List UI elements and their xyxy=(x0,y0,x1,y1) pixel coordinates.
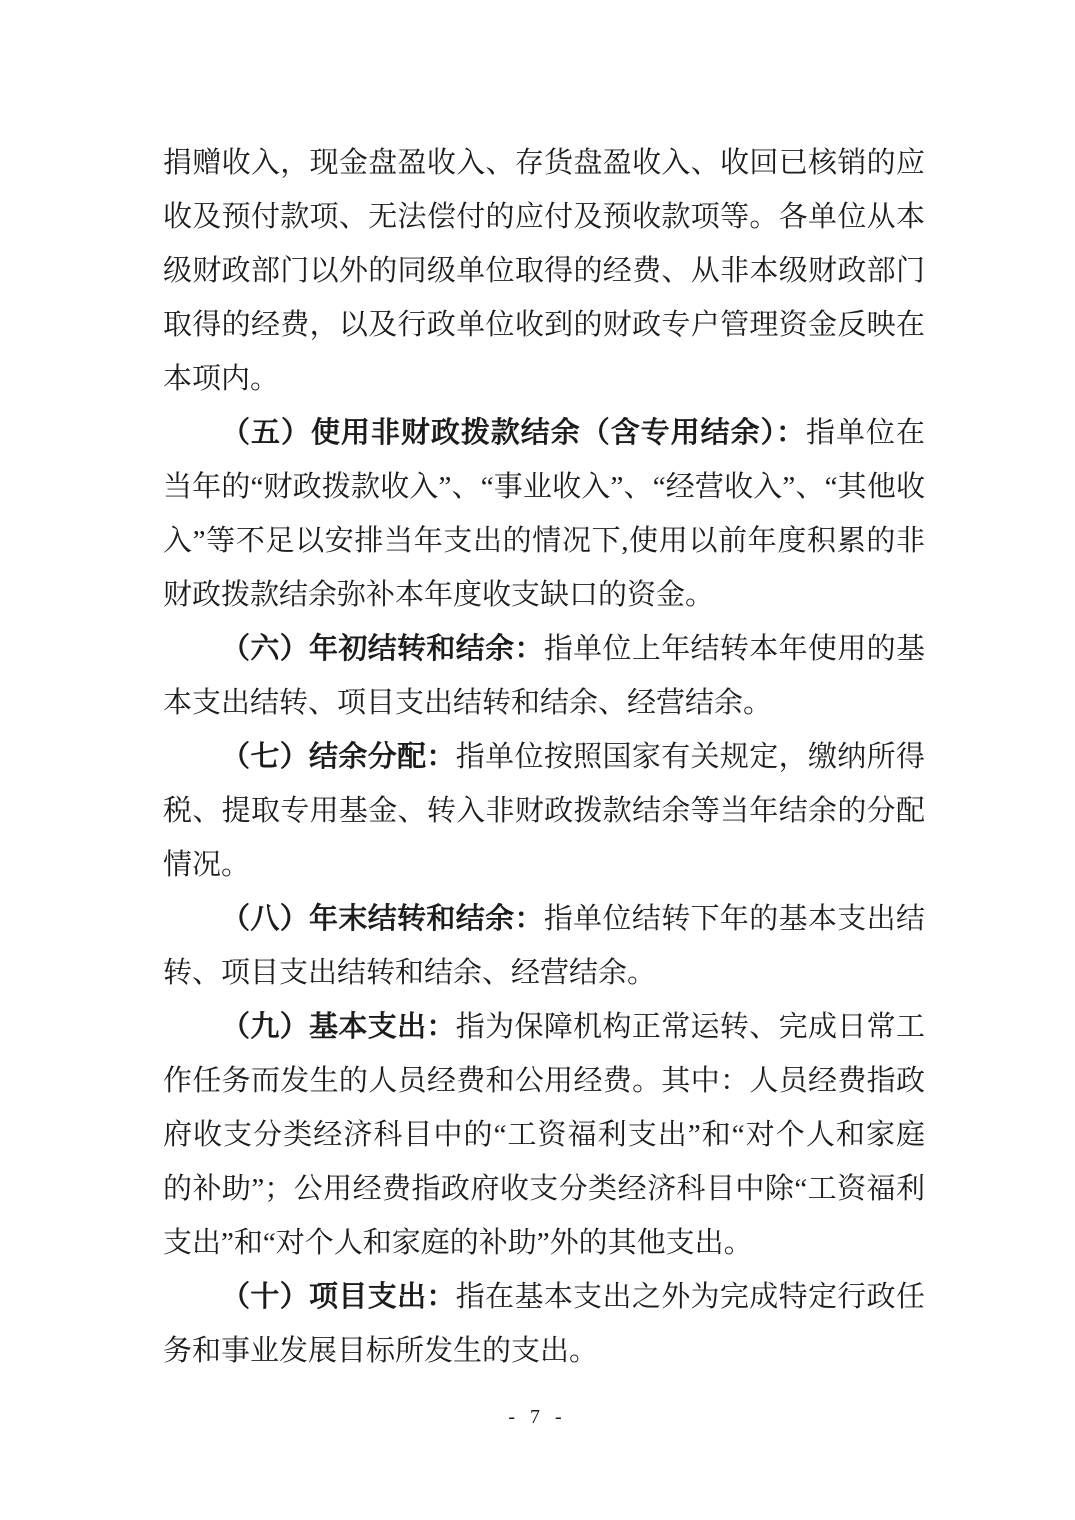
text-line xyxy=(163,1216,925,1270)
line-text: 级财政部门以外的同级单位取得的经费、从非本级财政部门 xyxy=(163,255,925,287)
line-text: 取得的经费，以及行政单位收到的财政专户管理资金反映在 xyxy=(163,309,925,341)
line-text: 税、提取专用基金、转入非财政拨款结余等当年结余的分配 xyxy=(163,795,925,827)
line-text: 转、项目支出结转和结余、经营结余。 xyxy=(163,957,657,989)
text-line xyxy=(163,568,925,622)
line-text: 本支出结转、项目支出结转和结余、经营结余。 xyxy=(163,687,773,719)
paragraph-item-7 xyxy=(163,730,925,892)
line-text: 本项内。 xyxy=(163,363,280,395)
line-text: 财政拨款结余弥补本年度收支缺口的资金。 xyxy=(163,579,715,611)
text-line xyxy=(163,1324,925,1378)
text-line xyxy=(163,352,925,406)
text-line xyxy=(163,244,925,298)
line-text: 指在基本支出之外为完成特定行政任 xyxy=(455,1281,925,1313)
line-text: 指单位结转下年的基本支出结 xyxy=(543,903,925,935)
line-text: 的补助”；公用经费指政府收支分类经济科目中除“工资福利 xyxy=(163,1173,925,1205)
line-text: 指单位按照国家有关规定，缴纳所得 xyxy=(455,741,925,773)
line-text: 支出”和“对个人和家庭的补助”外的其他支出。 xyxy=(163,1227,753,1259)
line-bold-text: （六）年初结转和结余： xyxy=(221,633,544,665)
text-line xyxy=(163,1000,925,1054)
text-line xyxy=(163,838,925,892)
text-line xyxy=(163,406,925,460)
text-line xyxy=(163,730,925,784)
text-line xyxy=(163,1108,925,1162)
line-text: 收及预付款项、无法偿付的应付及预收款项等。各单位从本 xyxy=(163,201,925,233)
text-line xyxy=(163,136,925,190)
text-line xyxy=(163,784,925,838)
paragraph-item-10 xyxy=(163,1270,925,1378)
line-bold-text: （九）基本支出： xyxy=(221,1011,456,1043)
text-line xyxy=(163,946,925,1000)
line-text: 指为保障机构正常运转、完成日常工 xyxy=(455,1011,925,1043)
paragraph-item-5 xyxy=(163,406,925,622)
text-line xyxy=(163,676,925,730)
text-line xyxy=(163,1162,925,1216)
text-line xyxy=(163,622,925,676)
line-text: 务和事业发展目标所发生的支出。 xyxy=(163,1335,599,1367)
paragraph-item-9 xyxy=(163,1000,925,1270)
text-line xyxy=(163,1270,925,1324)
text-line xyxy=(163,460,925,514)
text-line xyxy=(163,514,925,568)
text-line xyxy=(163,892,925,946)
paragraph-item-8 xyxy=(163,892,925,1000)
line-bold-text: （十）项目支出： xyxy=(221,1281,456,1313)
text-line xyxy=(163,298,925,352)
text-line xyxy=(163,1054,925,1108)
line-text: 指单位上年结转本年使用的基 xyxy=(543,633,925,665)
line-text: 当年的“财政拨款收入”、“事业收入”、“经营收入”、“其他收 xyxy=(163,471,925,503)
line-text: 府收支分类经济科目中的“工资福利支出”和“对个人和家庭 xyxy=(163,1119,925,1151)
line-bold-text: （八）年末结转和结余： xyxy=(221,903,544,935)
line-text: 指单位在 xyxy=(806,417,925,449)
line-bold-text: （七）结余分配： xyxy=(221,741,456,773)
line-text: 情况。 xyxy=(163,849,251,881)
text-line xyxy=(163,190,925,244)
paragraph-continuation-other-income xyxy=(163,136,925,406)
line-text: 入”等不足以安排当年支出的情况下,使用以前年度积累的非 xyxy=(163,525,925,557)
paragraph-item-6 xyxy=(163,622,925,730)
document-body xyxy=(163,136,925,1378)
line-bold-text: （五）使用非财政拨款结余（含专用结余）： xyxy=(221,417,807,449)
line-text: 作任务而发生的人员经费和公用经费。其中：人员经费指政 xyxy=(163,1065,925,1097)
page-number: - 7 - xyxy=(508,1406,567,1428)
line-text: 捐赠收入，现金盘盈收入、存货盘盈收入、收回已核销的应 xyxy=(163,147,925,179)
